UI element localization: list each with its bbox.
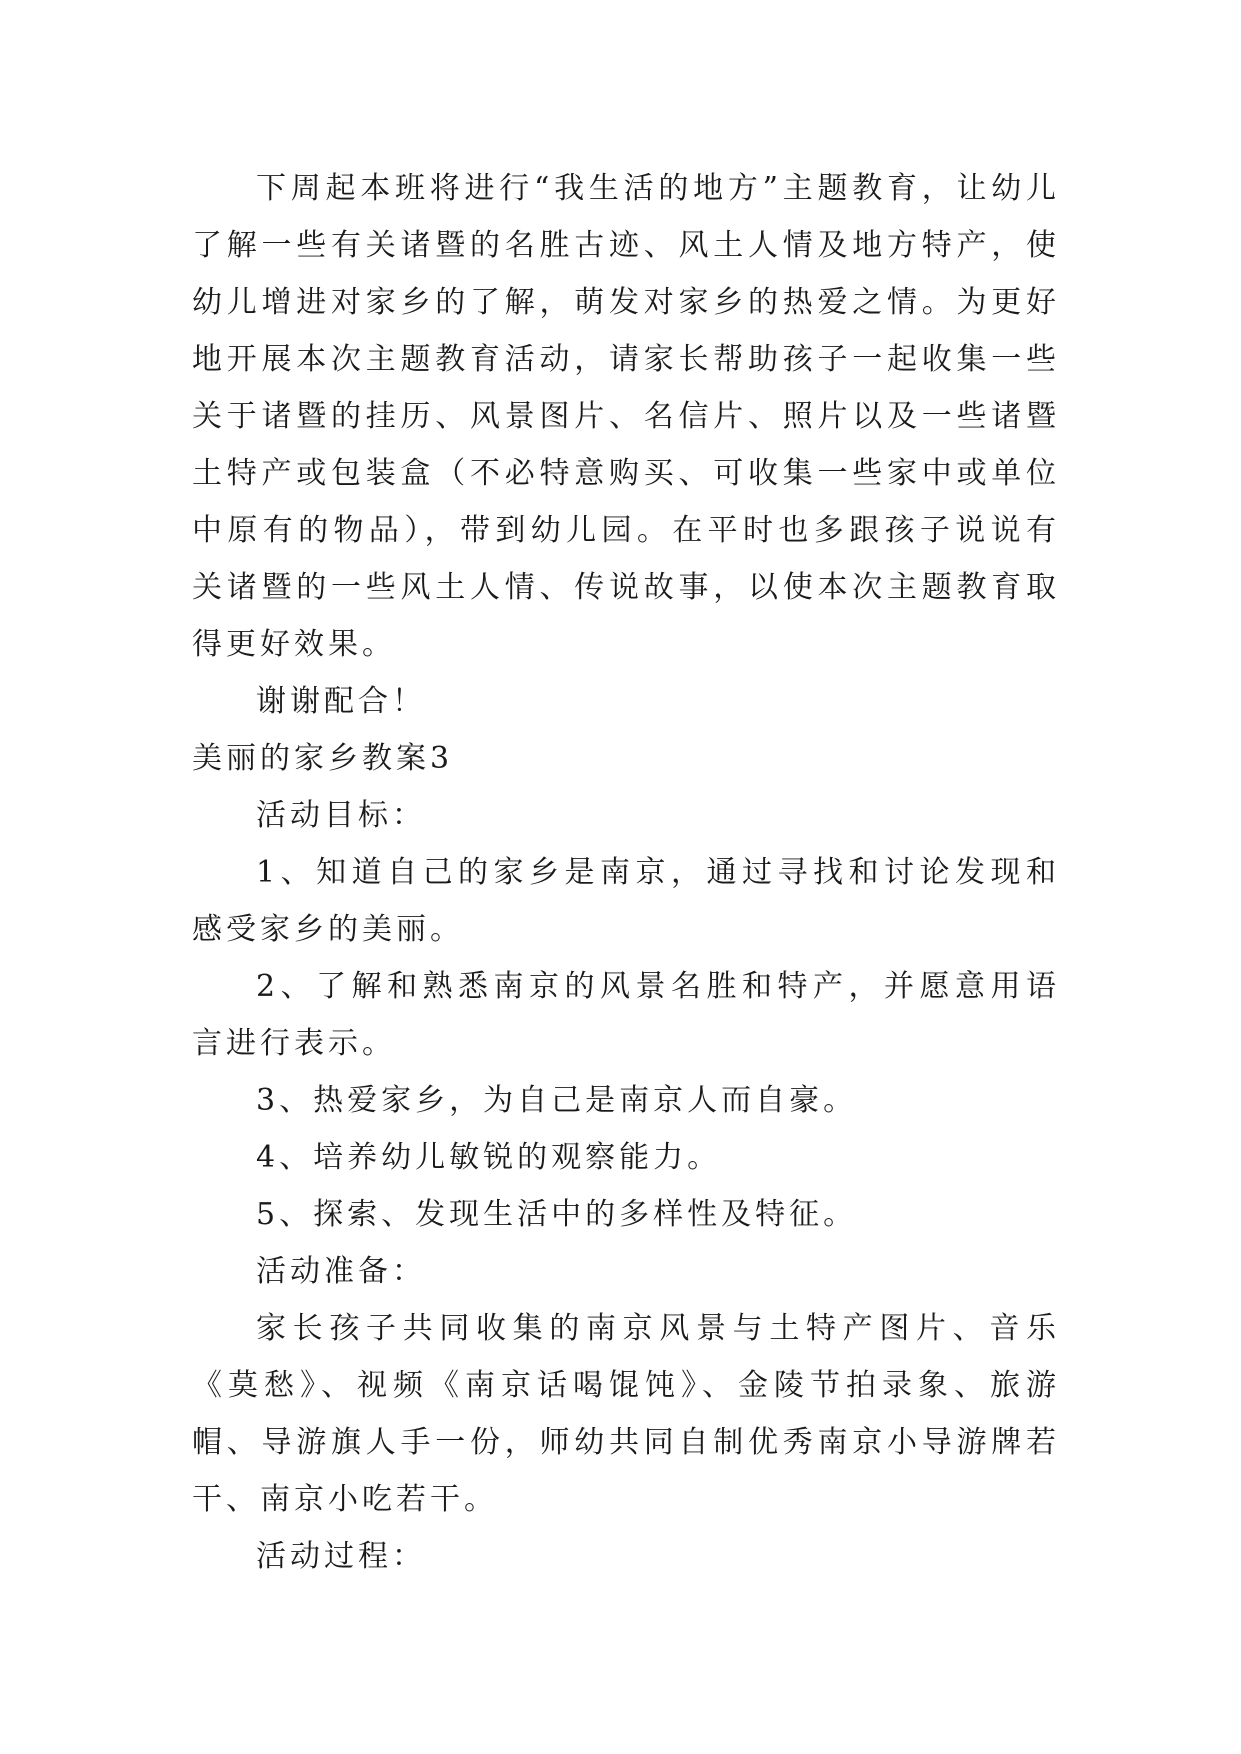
section-heading: 美丽的家乡教案3	[192, 741, 454, 776]
thanks-line: 谢谢配合！	[256, 684, 426, 719]
document-page	[192, 160, 1060, 1585]
objective-item-2: 2、了解和熟悉南京的风景名胜和特产，并愿意用语言进行表示。	[192, 969, 1060, 1061]
objective-item-3: 3、热爱家乡，为自己是南京人而自豪。	[256, 1083, 858, 1118]
intro-paragraph: 下周起本班将进行“我生活的地方”主题教育，让幼儿了解一些有关诸暨的名胜古迹、风土人情及地方特产，使幼儿增进对家乡的了解，萌发对家乡的热爱之情。为更好地开展本次主题教育活动，请家长帮助孩子一起收集一些关于诸暨的挂历、风景图片、名信片、照片以及一些诸暨土特产或包装盒（不必特意购买、可收集一些家中或单位中原有的物品），带到幼儿园。在平时也多跟孩子说说有关诸暨的一些风土人情、传说故事，以使本次主题教育取得更好效果。	[192, 171, 1060, 662]
preparation-paragraph: 家长孩子共同收集的南京风景与土特产图片、音乐《莫愁》、视频《南京话喝馄饨》、金陵节拍录象、旅游帽、导游旗人手一份，师幼共同自制优秀南京小导游牌若干、南京小吃若干。	[192, 1311, 1060, 1517]
preparation-heading: 活动准备：	[256, 1254, 426, 1289]
objective-item-5: 5、探索、发现生活中的多样性及特征。	[256, 1197, 858, 1232]
process-heading: 活动过程：	[256, 1539, 426, 1574]
objective-item-1: 1、知道自己的家乡是南京，通过寻找和讨论发现和感受家乡的美丽。	[192, 855, 1060, 947]
objectives-heading: 活动目标：	[256, 798, 426, 833]
objective-item-4: 4、培养幼儿敏锐的观察能力。	[256, 1140, 722, 1175]
